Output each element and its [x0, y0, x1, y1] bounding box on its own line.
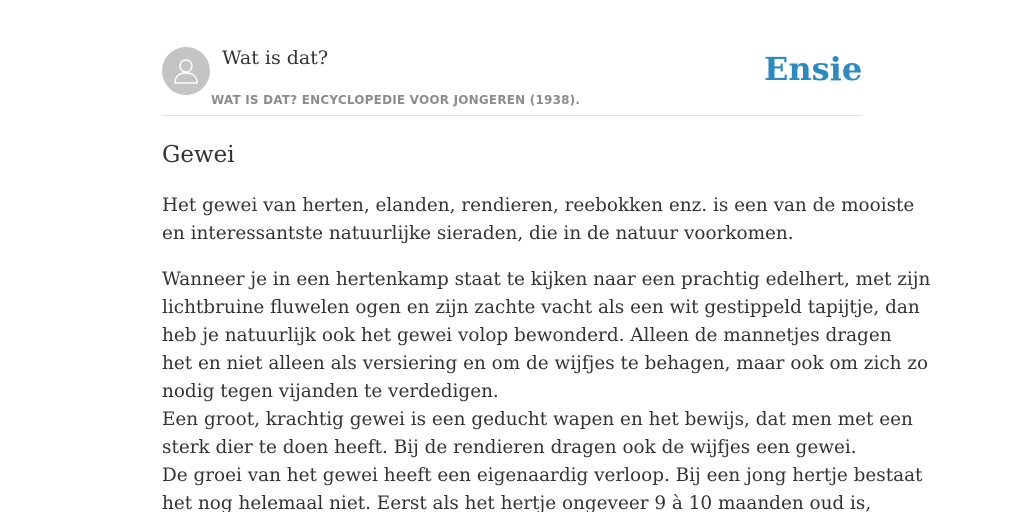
paragraph — [162, 266, 931, 512]
text-line: nodig tegen vijanden te verdedigen. — [162, 381, 499, 402]
article-title: Gewei — [162, 142, 235, 168]
text-line: Wanneer je in een hertenkamp staat te kijken naar een prachtig edelhert, met zijn — [162, 269, 931, 290]
avatar[interactable] — [162, 47, 210, 95]
text-line: en interessantste natuurlijke sieraden, die in de natuur voorkomen. — [162, 223, 794, 244]
user-silhouette-icon — [171, 56, 201, 86]
text-line: het en niet alleen als versiering en om de wijfjes te behagen, maar ook om zich zo — [162, 353, 929, 374]
text-line: Een groot, krachtig gewei is een geducht wapen en het bewijs, dat men met een — [162, 409, 913, 430]
article-body — [162, 192, 931, 512]
text-line: heb je natuurlijk ook het gewei volop bewonderd. Alleen de mannetjes dragen — [162, 325, 892, 346]
text-line: Het gewei van herten, elanden, rendieren, reebokken enz. is een van de mooiste — [162, 195, 915, 216]
header-divider — [162, 115, 862, 116]
text-line: het nog helemaal niet. Eerst als het hertje ongeveer 9 à 10 maanden oud is, — [162, 493, 872, 512]
brand-logo[interactable]: Ensie — [764, 50, 863, 88]
source-subtitle: WAT IS DAT? ENCYCLOPEDIE VOOR JONGEREN (1938). — [211, 93, 581, 107]
paragraph — [162, 192, 915, 248]
source-title-link[interactable]: Wat is dat? — [222, 47, 329, 69]
text-line: De groei van het gewei heeft een eigenaardig verloop. Bij een jong hertje bestaat — [162, 465, 923, 486]
text-line: sterk dier te doen heeft. Bij de rendieren dragen ook de wijfjes een gewei. — [162, 437, 857, 458]
text-line: lichtbruine fluwelen ogen en zijn zachte vacht als een wit gestippeld tapijtje, dan — [162, 297, 920, 318]
